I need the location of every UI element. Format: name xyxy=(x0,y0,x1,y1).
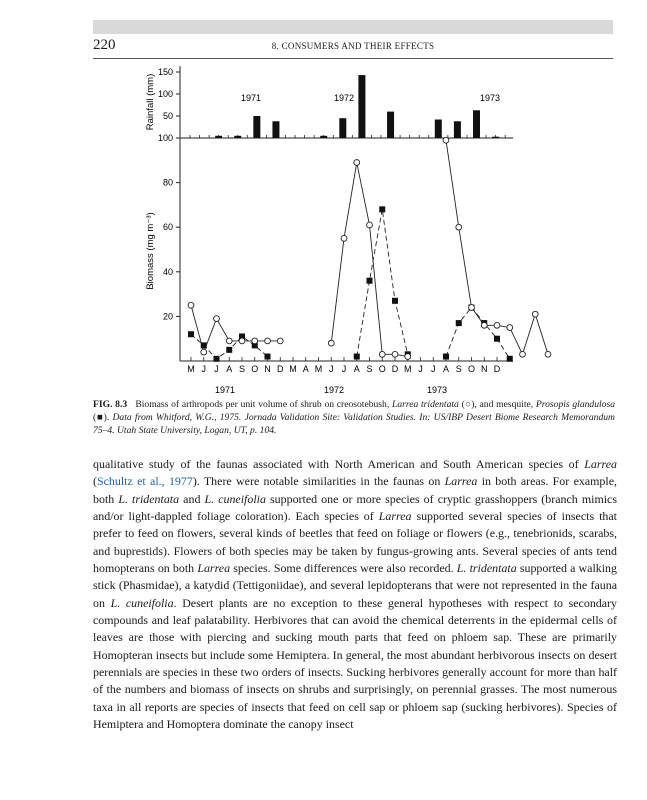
larrea-point xyxy=(545,351,551,357)
body-italic: Larrea xyxy=(378,509,412,524)
larrea-point xyxy=(214,316,220,322)
page-header xyxy=(93,37,613,55)
rainfall-bar xyxy=(492,137,499,138)
rainfall-bar xyxy=(435,120,442,138)
rainfall-y-tick-label: 100 xyxy=(157,89,173,99)
larrea-point xyxy=(239,338,245,344)
biomass-y-tick-label: 20 xyxy=(162,311,173,322)
x-year-label-2: 1972 xyxy=(323,385,345,395)
rainfall-bar xyxy=(272,121,279,138)
larrea-point xyxy=(265,338,271,344)
larrea-point xyxy=(341,235,347,241)
body-paragraph xyxy=(93,456,617,734)
body-italic: L. tridentata xyxy=(118,491,180,506)
prosopis-point xyxy=(392,298,398,304)
prosopis-point xyxy=(507,356,513,362)
prosopis-point xyxy=(354,354,360,360)
figure-caption xyxy=(93,398,615,437)
larrea-point xyxy=(392,351,398,357)
body-italic: L. tridentata xyxy=(456,561,517,576)
larrea-point xyxy=(443,137,449,143)
prosopis-point xyxy=(443,354,449,360)
biomass-axis-title: Biomass (mg m⁻³) xyxy=(145,212,156,290)
body-italic: Larrea xyxy=(197,561,231,576)
body-italic: Larrea xyxy=(584,457,617,471)
biomass-x-tick-label: J xyxy=(201,364,206,374)
larrea-point xyxy=(456,224,462,230)
caption-mid: , and mesquite, xyxy=(474,399,534,410)
figure-label: FIG. 8.3 xyxy=(93,399,128,410)
biomass-x-tick-label: N xyxy=(264,364,271,374)
prosopis-point xyxy=(456,320,462,326)
caption-text: Biomass of arthropods per unit volume of shrub on creosotebush, xyxy=(135,399,390,410)
rainfall-y-tick-label: 50 xyxy=(162,111,173,121)
biomass-x-tick-label: J xyxy=(431,364,436,374)
prosopis-point xyxy=(367,278,373,284)
prosopis-point xyxy=(265,354,271,360)
biomass-y-tick-label: 60 xyxy=(162,222,173,233)
body-run: ). There were notable similarities in the faunas on xyxy=(192,474,445,489)
body-run: ( xyxy=(93,474,97,489)
caption-symbol-filled: (■). xyxy=(93,412,110,423)
caption-source: Data from Whitford, W.G., 1975. Jornada Validation Site: Validation Studies. In: US/IBP Desert Biome Research Memorandum 75–4. Utah State University, Logan, UT, p. 104. xyxy=(93,412,615,436)
body-italic: L. cuneifolia xyxy=(204,491,266,506)
rainfall-year-label-1: 1971 xyxy=(241,93,262,103)
larrea-point xyxy=(507,325,513,331)
prosopis-point xyxy=(379,206,385,212)
biomass-x-tick-label: A xyxy=(353,364,360,374)
biomass-x-tick-label: O xyxy=(467,364,476,374)
caption-species-2: Prosopis glandulosa xyxy=(535,399,616,410)
prosopis-point xyxy=(201,342,207,348)
biomass-x-tick-label: J xyxy=(329,364,334,374)
biomass-x-tick-label: M xyxy=(404,364,412,374)
larrea-point xyxy=(328,340,334,346)
larrea-point xyxy=(494,322,500,328)
x-year-label-3: 1973 xyxy=(426,385,448,395)
biomass-x-tick-label: O xyxy=(378,364,386,374)
caption-symbol-open: (○) xyxy=(461,399,475,410)
biomass-x-tick-label: M xyxy=(314,364,323,374)
larrea-point xyxy=(520,351,526,357)
rainfall-bar xyxy=(320,136,327,138)
biomass-x-tick-label: A xyxy=(226,364,233,374)
figure-8-3-chart xyxy=(0,60,647,398)
biomass-x-tick-label: A xyxy=(302,364,309,374)
biomass-x-tick-label: J xyxy=(418,364,423,374)
x-year-label-1: 1971 xyxy=(214,385,236,395)
biomass-x-tick-label: N xyxy=(481,364,488,374)
rainfall-bar xyxy=(387,112,394,138)
biomass-y-tick-label: 40 xyxy=(162,266,173,277)
body-italic: L. cuneifolia xyxy=(110,595,174,610)
rainfall-bar xyxy=(215,136,222,138)
body-italic: Larrea xyxy=(444,474,478,489)
rainfall-baseline-label: 100 xyxy=(157,133,173,143)
body-run: in both areas. For example, both xyxy=(93,474,617,506)
larrea-point xyxy=(188,302,194,308)
rainfall-bar xyxy=(358,75,365,138)
biomass-x-tick-label: S xyxy=(455,364,462,374)
larrea-point xyxy=(532,311,538,317)
biomass-x-tick-label: M xyxy=(289,364,297,374)
rainfall-y-tick-label: 150 xyxy=(157,67,173,77)
biomass-x-tick-label: D xyxy=(277,364,284,374)
biomass-x-tick-label: J xyxy=(214,364,219,374)
body-run: . Desert plants are no exception to these general hypotheses with respect to secondary compounds and leaf palatability. Herbivores that can avoid the chemical deterrents in the epidermal cells of leaves are those with piercing and sucking mouth parts that feed on phloem sap. These are primarily Homopteran insects but include some Hemiptera. In general, the most abundant herbivorous insects on desert perennials are species in these two orders of insects. Sucking herbivores generally account for more than half of the numbers and biomass of insects on shrubs and surprisingly, on perennial grasses. The most numerous taxa in all reports are species of insects that feed on cell sap or phloem sap (sucking herbivores). Species of Hemiptera and Homoptera dominate the canopy insect xyxy=(93,595,617,732)
biomass-x-tick-label: D xyxy=(391,364,399,374)
biomass-x-tick-label: D xyxy=(493,364,501,374)
body-run: supported one or more species of cryptic grasshoppers (branch mimics and/or light-dappled foliage coloration). Each species of xyxy=(93,491,617,524)
larrea-series-line xyxy=(331,163,408,357)
body-run: species. Some differences were also recorded. xyxy=(230,561,457,576)
larrea-point xyxy=(379,351,385,357)
biomass-y-tick-label: 80 xyxy=(162,177,173,188)
larrea-point xyxy=(226,338,232,344)
prosopis-series-line xyxy=(357,209,408,356)
page-number: 220 xyxy=(93,37,116,53)
header-rule xyxy=(93,58,613,59)
biomass-x-tick-label: M xyxy=(187,364,195,374)
larrea-point xyxy=(201,349,207,355)
larrea-point xyxy=(469,305,475,311)
rainfall-year-label-3: 1973 xyxy=(480,93,501,103)
biomass-x-tick-label: O xyxy=(251,364,259,374)
prosopis-point xyxy=(188,331,194,337)
larrea-point xyxy=(367,222,373,228)
body-run: and xyxy=(179,491,205,506)
body-run: supported several species of insects that prefer to feed on flowers, several kinds of beetles that feed on foliage or flowers (e.g., tenebrionids, scarabs, and buprestids). Flowers of both species may be taken by fungus-growing ants. Several species of ants tend homopterans on both xyxy=(93,509,617,576)
larrea-point xyxy=(354,160,360,166)
prosopis-point xyxy=(214,356,220,362)
top-gray-bar xyxy=(93,20,613,34)
biomass-x-tick-label: J xyxy=(341,364,347,374)
rainfall-bar xyxy=(473,110,480,138)
rainfall-bar xyxy=(234,136,241,138)
biomass-x-tick-label: A xyxy=(442,364,450,374)
larrea-point xyxy=(481,322,487,328)
prosopis-point xyxy=(226,347,232,353)
biomass-x-tick-label: S xyxy=(366,364,373,374)
larrea-point xyxy=(277,338,283,344)
rainfall-bar xyxy=(454,121,461,138)
rainfall-axis-title: Rainfall (mm) xyxy=(145,73,156,131)
rainfall-year-label-2: 1972 xyxy=(334,93,355,103)
biomass-x-tick-label: S xyxy=(238,364,246,374)
body-run: qualitative study of the faunas associated with North American and South American species of xyxy=(93,457,585,471)
prosopis-point xyxy=(494,336,500,342)
body-run: supported a walking stick (Phasmidae), a katydid (Tettigoniidae), and several lepidopterans that were not represented in the fauna on xyxy=(93,561,617,610)
larrea-point xyxy=(252,338,258,344)
caption-species-1: Larrea tridentata xyxy=(391,399,459,410)
larrea-point xyxy=(405,354,411,360)
body-text xyxy=(93,456,617,734)
prosopis-series-line xyxy=(446,307,510,358)
running-title: 8. CONSUMERS AND THEIR EFFECTS xyxy=(271,41,435,51)
rainfall-bar xyxy=(339,118,346,138)
rainfall-bar xyxy=(253,116,260,138)
citation-link[interactable]: Schultz et al., 1977 xyxy=(96,474,193,489)
